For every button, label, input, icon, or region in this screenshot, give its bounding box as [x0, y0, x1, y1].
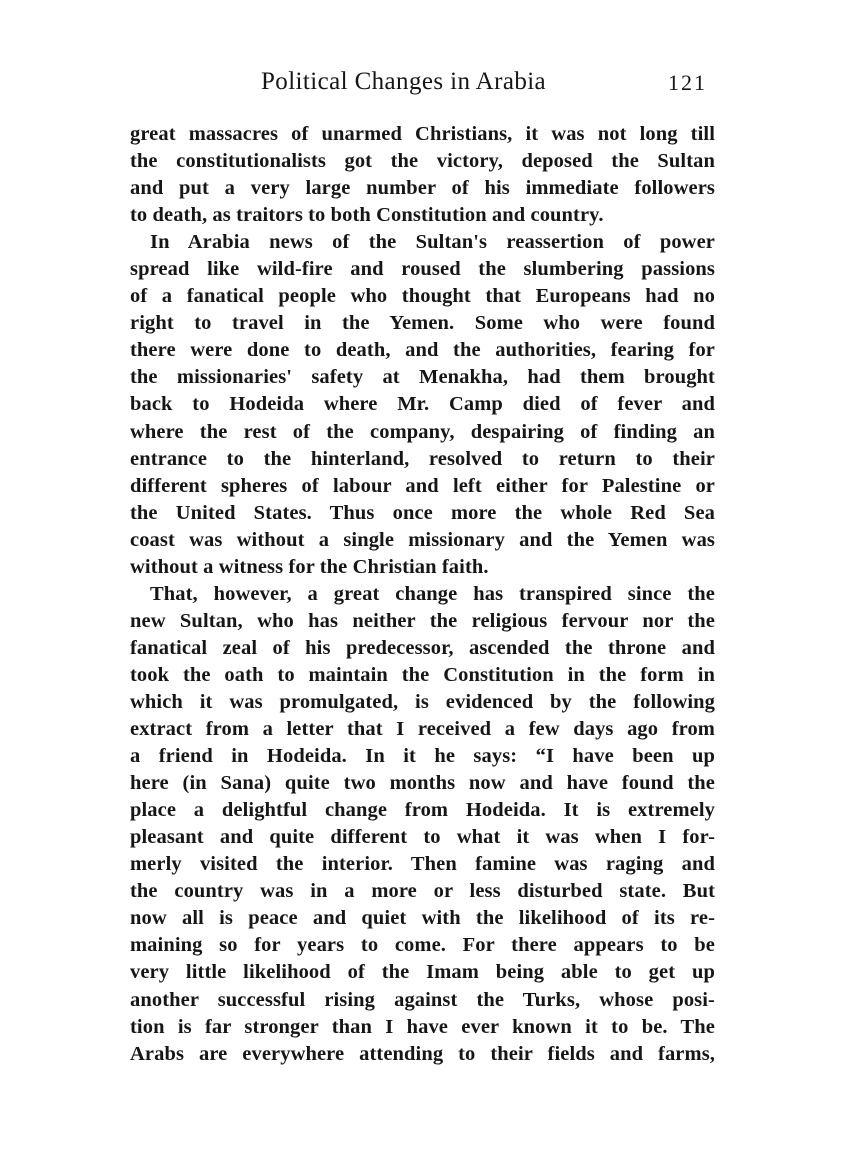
text-line: where the rest of the company, despairing of finding an	[130, 420, 715, 443]
text-line: pleasant and quite different to what it was when I for-	[130, 826, 715, 849]
text-line: right to travel in the Yemen. Some who were found	[130, 312, 715, 335]
running-head	[130, 68, 713, 102]
text-line: the country was in a more or less disturbed state. But	[130, 880, 715, 903]
text-line: back to Hodeida where Mr. Camp died of fever and	[130, 393, 715, 416]
text-line: very little likelihood of the Imam being able to get up	[130, 961, 715, 984]
text-line: That, however, a great change has transpired since the	[150, 582, 715, 605]
text-line: tion is far stronger than I have ever known it to be. The	[130, 1015, 715, 1038]
text-line: there were done to death, and the authorities, fearing for	[130, 339, 715, 362]
text-line: and put a very large number of his immediate followers	[130, 177, 715, 200]
text-line: which it was promulgated, is evidenced by the following	[130, 690, 715, 713]
text-line: the missionaries' safety at Menakha, had them brought	[130, 366, 715, 389]
text-line: maining so for years to come. For there appears to be	[130, 934, 715, 957]
running-title: Political Changes in Arabia	[261, 68, 547, 95]
text-line: place a delightful change from Hodeida. It is extremely	[130, 799, 715, 822]
text-line: without a witness for the Christian faith.	[130, 555, 489, 578]
text-line: different spheres of labour and left either for Palestine or	[130, 474, 715, 497]
text-line: another successful rising against the Turks, whose posi-	[130, 988, 715, 1011]
text-line: coast was without a single missionary and the Yemen was	[130, 528, 715, 551]
text-line: the United States. Thus once more the whole Red Sea	[130, 501, 715, 524]
text-line: a friend in Hodeida. In it he says: “I have been up	[130, 745, 715, 768]
body-text	[130, 121, 715, 1068]
page-number: 121	[668, 70, 707, 95]
text-line: took the oath to maintain the Constitution in the form in	[130, 663, 715, 686]
text-line: to death, as traitors to both Constitution and country.	[130, 204, 604, 227]
text-line: merly visited the interior. Then famine was raging and	[130, 853, 715, 876]
text-line: now all is peace and quiet with the likelihood of its re-	[130, 907, 715, 930]
text-line: new Sultan, who has neither the religious fervour nor the	[130, 609, 715, 632]
text-line: extract from a letter that I received a few days ago from	[130, 718, 715, 741]
text-line: of a fanatical people who thought that Europeans had no	[130, 285, 715, 308]
text-line: the constitutionalists got the victory, deposed the Sultan	[130, 150, 715, 173]
text-line: Arabs are everywhere attending to their fields and farms,	[130, 1042, 715, 1065]
text-line: here (in Sana) quite two months now and have found the	[130, 772, 715, 795]
text-line: entrance to the hinterland, resolved to return to their	[130, 447, 715, 470]
text-line: great massacres of unarmed Christians, it was not long till	[130, 123, 715, 145]
text-line: In Arabia news of the Sultan's reassertion of power	[150, 231, 715, 254]
text-line: spread like wild-fire and roused the slumbering passions	[130, 258, 715, 281]
text-line: fanatical zeal of his predecessor, ascended the throne and	[130, 636, 715, 659]
